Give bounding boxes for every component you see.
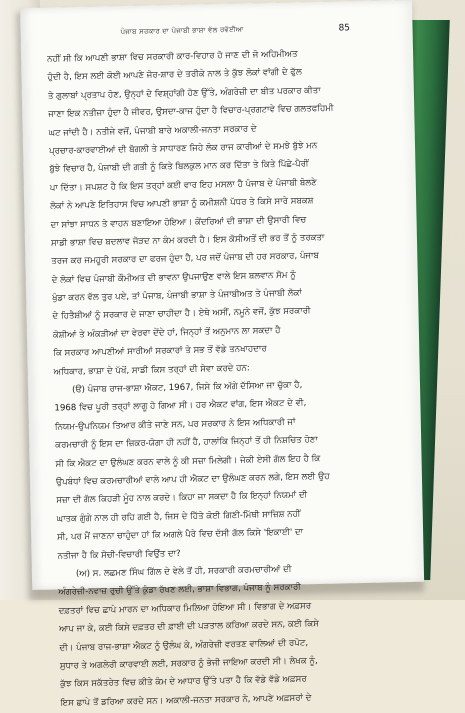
text-line: ਸੁਧਾਰ ਤੇ ਅਗਲੇਰੀ ਕਾਰਵਾਈ ਲਈ, ਸਰਕਾਰ ਨੂੰ ਭੇਜੀ ਜਾਇਆ ਕਰਦੀ ਸੀ। ਲੇਖਕ ਨੂੰ, — [59, 655, 318, 672]
text-line: ਅਧਿਕਾਰ, ਭਾਸ਼ਾ ਦੇ ਪੱਖੋਂ, ਸਾਡੀ ਕਿਸ ਤਰ੍ਹਾਂ ਦੀ ਸੇਵਾ ਕਰਦੇ ਹਨ: — [53, 363, 250, 378]
text-line: ਹੁੰਦੀ ਹੈ, ਇਸ ਲਈ ਕੋਈ ਆਪਣੇ ਜੋਰ-ਸ਼ਾਰ ਦੇ ਤਰੀਕੇ ਨਾਲ ਤੇ ਕੁੱਝ ਲੋਕਾਂ ਵਾਂਗੀ ਦੇ ਫੁੱਲ — [47, 67, 302, 83]
text-line: 1968 ਵਿਚ ਪੂਰੀ ਤਰ੍ਹਾਂ ਲਾਗੂ ਹੋ ਗਿਆ ਸੀ। ਹਰ ਐਕਟ ਵਾਂਗ, ਇਸ ਐਕਟ ਦੇ ਵੀ, — [54, 398, 307, 414]
text-line: ਬੁੱਝੇ ਵਿਚਾਰ ਹੈ, ਪੰਜਾਬੀ ਦੀ ਗਤੀ ਨੂੰ ਕਿਤੇ ਬਿਲਕੁਲ ਮਾਨ ਕਰ ਦਿੱਤਾ ਤੇ ਕਿਤੇ ਪਿੱਛੇ-ਪੈਰੀਂ — [49, 159, 309, 175]
text-line: ਕਰਮਚਾਰੀ ਨੂੰ ਇਸ ਦਾ ਜ਼ਿਕਰ-ਯੋਗਾ ਹੀ ਨਹੀਂ ਹੈ, ਹਾਲਾਂਕਿ ਜਿਨ੍ਹਾਂ ਤੋਂ ਹੀ ਨਿਸ਼ਚਿਤ ਹੋਣਾ — [55, 435, 318, 451]
text-line: ਇਸ ਛਾਪੇ ਤੋਂ ਡਰਿਆ ਕਰਦੇ ਸਨ। ਅਕਾਲੀ-ਜਨਤਾ ਸਰਕਾਰ ਨੇ, ਆਪਣੇ ਅਫ਼ਸਰਾਂ ਦੇ — [60, 692, 312, 709]
text-line: ਪ੍ਰਚਾਰ-ਕਾਰਵਾਈਆਂ ਦੀ ਬੋਗਲੀ ਤੇ ਸਾਧਾਰਣ ਜਿਹੇ ਲੋਕ ਰਾਜ ਕਾਰੀਆਂ ਦੇ ਸਮਝੇ ਬੁੱਝੇ ਮਨ — [48, 140, 318, 157]
text-line: ਸੀ ਕਿ ਐਕਟ ਦਾ ਉਲੰਘਣ ਕਰਨ ਵਾਲੇ ਨੂੰ ਕੀ ਸਜ਼ਾ ਮਿਲੇਗੀ। ਜੇਕੀ ਏਸੀ ਗੱਲ ਇਹ ਹੈ ਕਿ — [55, 453, 321, 470]
text-line: (ਅ) ਸ. ਲਛਮਣ ਸਿੰਘ ਗਿੱਲ ਦੇ ਵੇਲੇ ਤੋਂ ਹੀ, ਸਰਕਾਰੀ ਕਰਮਚਾਰੀਆਂ ਦੀ — [75, 564, 292, 579]
text-line: ਨਿਯਮ-ਉਪਨਿਯਮ ਤਿਆਰ ਕੀਤੇ ਜਾਣੇ ਸਨ, ਪਰ ਸਰਕਾਰ ਨੇ ਇਸ ਅਧਿਕਾਰੀ ਜਾਂ — [54, 417, 296, 433]
text-line: ਤੇ ਗੁਲਾਬਾਂ ਪ੍ਰਤਾਪ ਹੋਣ, ਉਨ੍ਹਾਂ ਦੇ ਵਿਸ਼੍ਹਾਂਗੀ ਹੋਣ ਉੱਤੇ, ਅੰਗਰੇਜ਼ੀ ਦਾ ਬੀਤ ਪਰਕਾਰ ਕੀਤਾ — [47, 85, 321, 102]
text-line: ਆਪ ਜਾ ਕੇ, ਕਈ ਕਿਸੇ ਦਫ਼ਤਰ ਦੀ ਫ਼ਾਈ ਦੀ ਪੜਤਾਲ ਕਰਿਆ ਕਰਦੇ ਸਨ, ਕਈ ਕਿਸੇ — [58, 619, 320, 635]
text-line: ਪਾ ਦਿੱਤਾ। ਸਪਸ਼ਟ ਹੈ ਕਿ ਇਸ ਤਰ੍ਹਾਂ ਕਈ ਵਾਰ ਇਹ ਮਸਲਾ ਹੈ ਪੰਜਾਬ ਦੇ ਪੰਜਾਬੀ ਬੋਲਣੇ — [49, 177, 317, 194]
text-line: ਅੰਗਰੇਜ਼ੀ-ਨਵਾਜ਼ ਰੁਚੀ ਉੱਤੇ ਕੁੰਡਾ ਰੱਖਣ ਲਈ, ਭਾਸ਼ਾ ਵਿਭਾਗ, ਪੰਜਾਬ ਨੂੰ ਸਰਕਾਰੀ — [58, 582, 301, 598]
text-line: ਘਟ ਜਾਂਦੀ ਹੈ। ਨਤੀਜੇ ਵਜੋਂ, ਪੰਜਾਬੀ ਬਾਰੇ ਅਕਾਲੀ-ਜਨਤਾ ਸਰਕਾਰ ਦੇ — [48, 123, 257, 139]
text-line: ਲੋਕਾਂ ਨੇ ਆਪਣੇ ਇਤਿਹਾਸ ਵਿਚ ਆਪਣੀ ਭਾਸ਼ਾ ਨੂੰ ਕਮੀਸ਼ਨੀ ਪੱਧਰ ਤੇ ਕਿਸੇ ਸਾਰੇ ਸਬਕਸ਼ — [50, 196, 314, 212]
book-page — [20, 0, 424, 709]
text-line: ਨਤੀਜਾ ਹੈ ਕਿ ਸੋਚੀ-ਵਿਚਾਰੀ ਵਿਉਂਤ ਦਾ? — [57, 548, 181, 561]
text-line: ਦਫ਼ਤਰਾਂ ਵਿਚ ਛਾਪੇ ਮਾਰਨ ਦਾ ਅਧਿਕਾਰ ਮਿਲਿਆ ਹੋਇਆ ਸੀ। ਵਿਭਾਗ ਦੇ ਅਫ਼ਸਰ — [58, 600, 312, 617]
text-line: ਕੁੱਝ ਕਿਸ ਸਕੱਤਰੇਤ ਵਿਚ ਕੀਤੇ ਕੰਮ ਦੇ ਆਧਾਰ ਉੱਤੇ ਪਤਾ ਹੈ ਕਿ ਵੱਡੇ ਵੱਡੇ ਅਫ਼ਸਰ — [60, 674, 307, 690]
body-text — [47, 43, 407, 712]
text-line: ਘਾਤਕ ਗੁੰਗੇ ਨਾਲ ਹੀ ਰਹਿ ਗਈ ਹੈ, ਜਿਸ ਦੇ ਹਿੱਤੇ ਕੋਈ ਗਿਣੀ-ਮਿੱਥੀ ਸਾਜ਼ਿਸ਼ ਨਹੀਂ — [56, 509, 301, 525]
text-line: ਸਾਡੀ ਭਾਸ਼ਾ ਵਿਚ ਬਦਲਾਵ ਜੋੜਦ ਨਾ ਕੰਮ ਕਰਦੀ ਹੈ। ਇਸ ਕੋਸੀਅਤੋਂ ਦੀ ਭਰ ਤੋਂ ਨੂੰ ਤਰਕਤਾ — [50, 232, 325, 249]
text-line: ਕਿ ਸਰਕਾਰ ਆਪਣੀਆਂ ਸਾਰੀਆਂ ਸਰਕਾਰਾਂ ਤੇ ਸਭ ਤੋਂ ਵੱਡੇ ਤਨਖਾਹਦਾਰ — [53, 344, 267, 359]
text-line: ਨਹੀਂ ਸੀ ਕਿ ਆਪਣੀ ਭਾਸ਼ਾ ਵਿਚ ਸਰਕਾਰੀ ਕਾਰ-ਵਿਹਾਰ ਹੋ ਜਾਣ ਦੀ ਜੋ ਅਹਿਮੀਅਤ — [47, 49, 298, 65]
running-header: ਪੰਜਾਬ ਸਰਕਾਰ ਦਾ ਪੰਜਾਬੀ ਭਾਸ਼ਾ ਵੱਲ ਰਵੱਈਆ — [120, 25, 244, 37]
text-line: ਸਜ਼ਾ ਦੀ ਗੱਲ ਕਿਹੜੀ ਮੂੰਹ ਨਾਲ ਕਰਦੇ। ਕਿਹਾ ਜਾ ਸਕਦਾ ਹੈ ਕਿ ਇਨ੍ਹਾਂ ਨਿਯਮਾਂ ਦੀ — [56, 490, 308, 506]
text-line: ਦੇ ਲੋਕਾਂ ਵਿਚ ਪੰਜਾਬੀ ਕੌਮੀਅਤ ਦੀ ਭਾਵਨਾ ਉਪਜਾਉਣ ਵਾਲੇ ਇਸ ਬਲਵਾਨ ਸੋਮ ਨੂੰ — [51, 270, 296, 286]
text-line: ਉਪਬੰਧਾਂ ਵਿਚ ਕਰਮਚਾਰੀਆਂ ਵਾਲੇ ਆਪ ਹੀ ਐਕਟ ਦਾ ਉਲੰਘਣ ਕਰਨ ਲਗੇ, ਇਸ ਲਈ ਉਹ — [55, 471, 330, 488]
text-line: (ੳ) ਪੰਜਾਬ ਰਾਜ-ਭਾਸ਼ਾ ਐਕਟ, 1967, ਜਿਸੇ ਕਿ ਅੱਗੇ ਦੱਸਿਆ ਜਾ ਚੁੱਕਾ ਹੈ, — [71, 380, 303, 396]
text-line: ਦੇ ਹਿਤੈਸ਼ੀਆਂ ਨੂੰ ਸਰਕਾਰ ਦੇ ਜਾਣਾ ਚਾਹੀਦਾ ਹੈ। ਏਥੇ ਅਸੀਂ, ਨਮੂਨੇ ਵਜੋਂ, ਕੁੱਝ ਸਰਕਾਰੀ — [52, 306, 311, 322]
text-line: ਤਰਜ ਕਰ ਜਮਹੂਰੀ ਸਰਕਾਰ ਦਾ ਫਰਜ ਹੁੰਦਾ ਹੈ, ਪਰ ਜਦੋਂ ਪੰਜਾਬ ਦੀ ਹਰ ਸਰਕਾਰ, ਪੰਜਾਬ — [51, 251, 320, 267]
text-line: ਦਾ ਸਾਂਝਾ ਸਾਧਨ ਤੇ ਵਾਹਨ ਬਣਾਇਆ ਹੋਇਆ। ਕੇਂਦਰਿਆਂ ਦੀ ਭਾਸ਼ਾ ਦੀ ਉਸਾਰੀ ਵਿਚ — [50, 214, 307, 231]
text-line: ਖੁੰਡਾ ਕਰਨ ਵੱਲ ਤੁਰ ਪਏ, ਤਾਂ ਪੰਜਾਬ, ਪੰਜਾਬੀ ਭਾਸ਼ਾ ਤੇ ਪੰਜਾਬੀਅਤ ਤੇ ਪੰਜਾਬੀ ਲੋਕਾਂ — [52, 288, 302, 304]
text-line: ਕੋਸ਼ੀਆਂ ਤੇ ਅੰਕੜੀਆਂ ਦਾ ਵੇਰਵਾ ਦੇਂਦੇ ਹਾਂ, ਜਿਨ੍ਹਾਂ ਤੋਂ ਅਨੁਮਾਨ ਲਾ ਸਕਦਾ ਹੈ — [52, 325, 281, 341]
text-line: ਦੀ। ਪੰਜਾਬ ਰਾਜ-ਭਾਸ਼ਾ ਐਕਟ ਨੂੰ ਉਲੰਘ ਕੇ, ਅੰਗਰੇਜ਼ੀ ਵਰਤਣ ਵਾਲਿਆਂ ਦੀ ਰਪੋਟ, — [59, 637, 309, 653]
page-number: 85 — [338, 23, 351, 34]
text-line: ਜਾਣਾ ਇਕ ਨਤੀਜਾ ਹੁੰਦਾ ਹੈ ਜੀਵਰ, ਉਸਦਾ-ਕਾਜ ਹੁੰਦਾ ਹੈ ਵਿਚਾਰ-ਪ੍ਰਗਟਾਵੇ ਵਿਚ ਗਲਤਫਹਿਮੀ — [48, 103, 334, 120]
text-line: ਸੀ, ਪਰ ਮੈਂ ਜਾਣਨਾ ਚਾਹੁੰਦਾ ਹਾਂ ਕਿ ਅਗਲੇ ਪੈਰੇ ਵਿਚ ਦੱਸੀ ਗੱਲ ਕਿਸੇ 'ਇਕਾਈ' ਦਾ — [57, 527, 304, 543]
